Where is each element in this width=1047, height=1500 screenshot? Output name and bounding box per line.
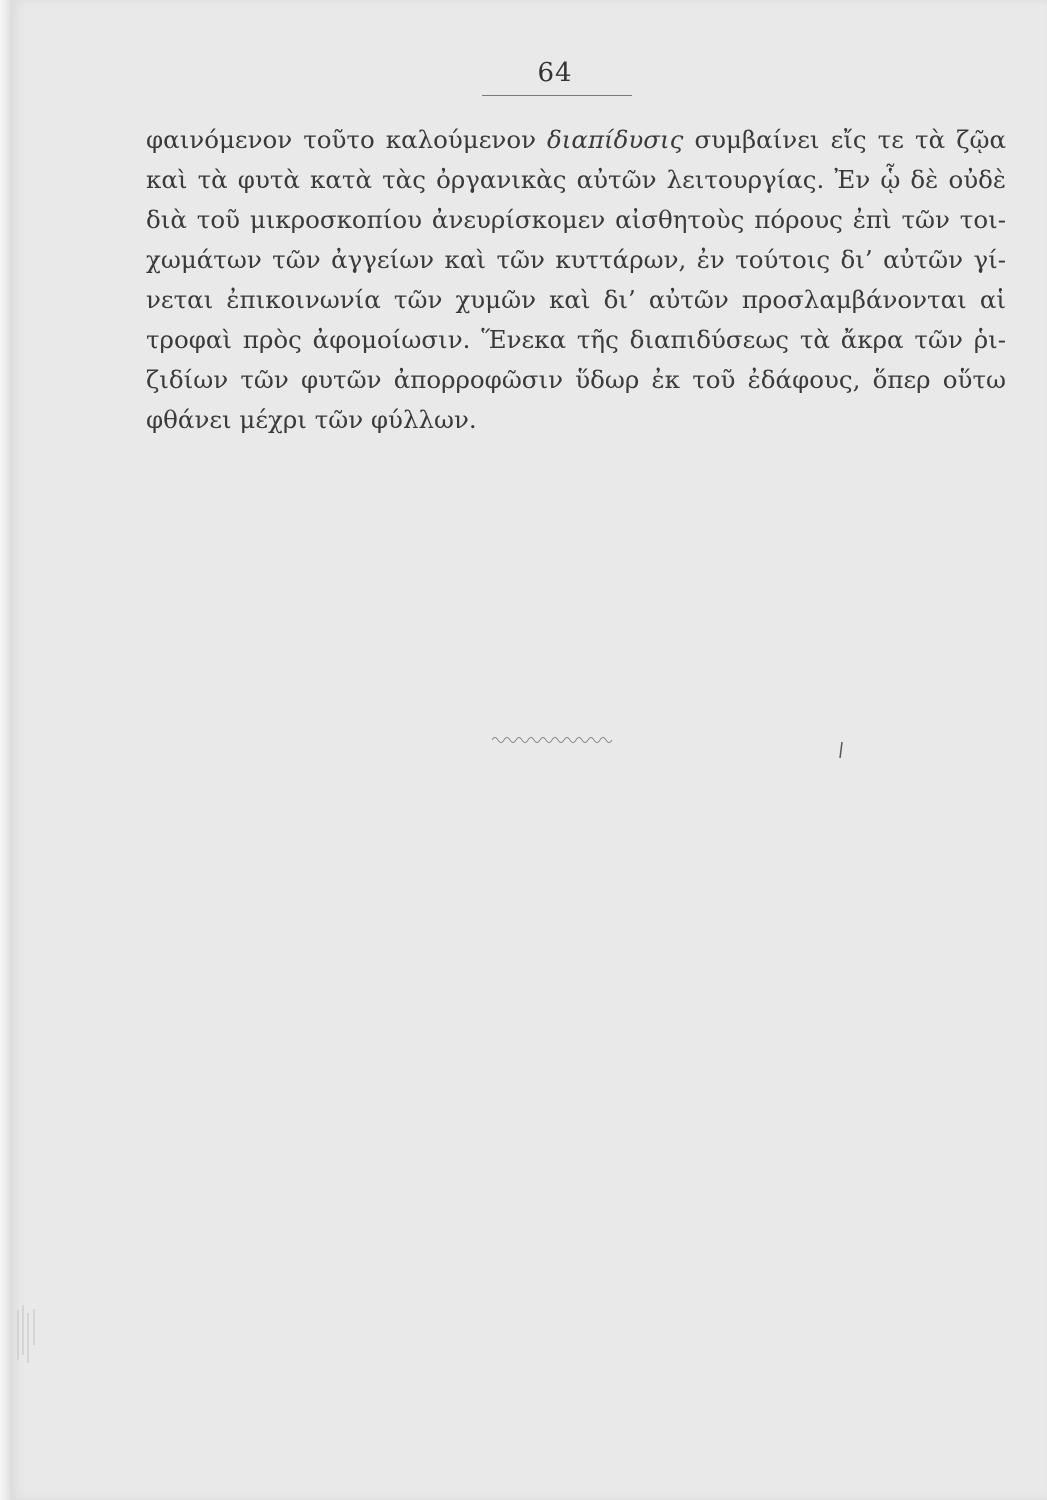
italic-term: διαπίδυσις [547,125,684,154]
text-line-8: φθάνει μέχρι τῶν φύλλων. [146,405,477,434]
binding-marks-icon [14,1305,44,1365]
text-line-6: τροφαὶ πρὸς ἀφομοίωσιν. Ἕνεκα τῆς διαπιδύσεως τὰ ἄκρα τῶν ῥι- [146,325,1006,354]
document-page [10,0,1047,1500]
paragraph [146,120,1006,440]
text-segment: φαινόμενον τοῦτο καλούμενον [146,125,548,154]
text-line-1 [146,120,1006,160]
text-line-2: καὶ τὰ φυτὰ κατὰ τὰς ὀργανικὰς αὐτῶν λειτουργίας. Ἐν ᾧ δὲ οὐδὲ [146,165,1006,194]
text-line-5: νεται ἐπικοινωνία τῶν χυμῶν καὶ δι’ αὐτῶν προσλαμβάνονται αἱ [146,285,1006,314]
text-line-4: χωμάτων τῶν ἀγγείων καὶ τῶν κυττάρων, ἐν τούτοις δι’ αὐτῶν γί- [146,245,1006,274]
header-rule [482,95,632,96]
text-segment: συμβαίνει εἴς τε τὰ ζῷα [683,125,1006,154]
page-left-edge [0,0,10,1500]
page-number: 64 [537,58,573,88]
text-line-7: ζιδίων τῶν φυτῶν ἀπορροφῶσιν ὕδωρ ἐκ τοῦ ἐδάφους, ὅπερ οὕτω [146,365,1006,394]
wavy-ornament-icon [492,728,614,748]
stray-ink-mark-icon [838,740,844,760]
text-line-3: διὰ τοῦ μικροσκοπίου ἀνευρίσκομεν αἰσθητοὺς πόρους ἐπὶ τῶν τοι- [146,205,1006,234]
